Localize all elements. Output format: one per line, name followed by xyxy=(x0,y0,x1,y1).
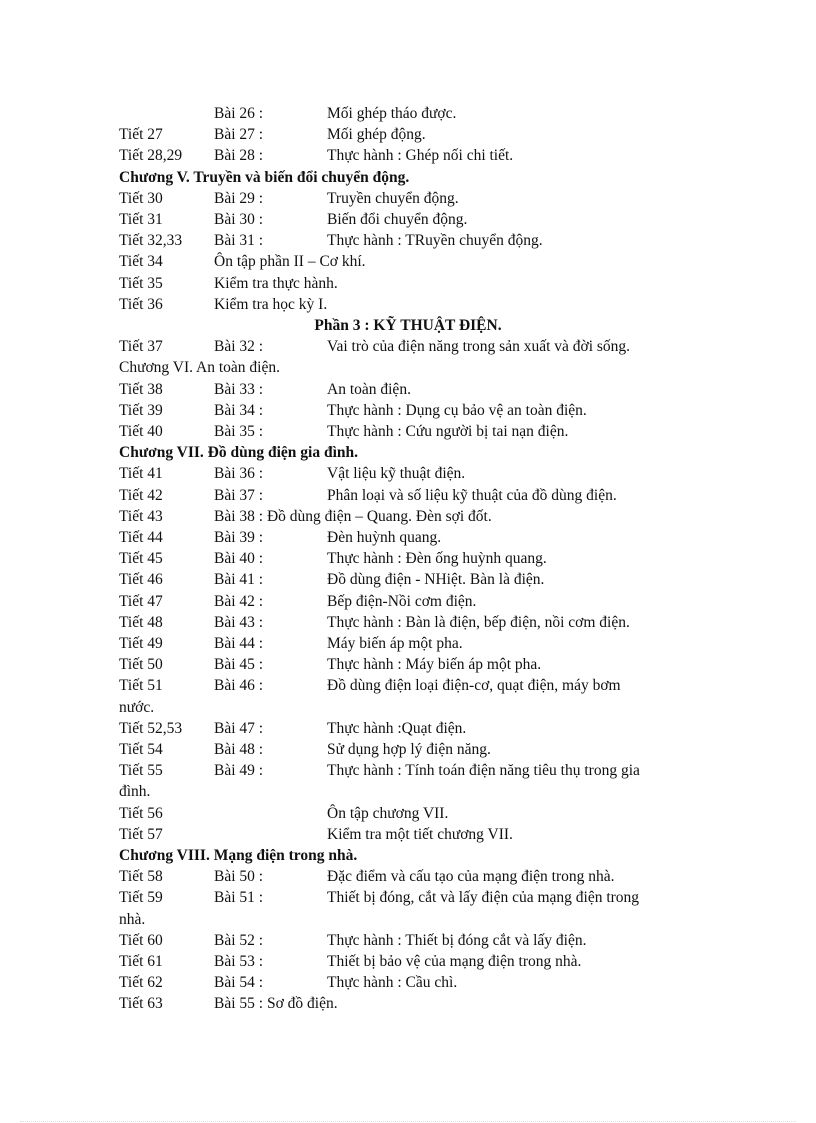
period-label: Tiết 42 xyxy=(119,487,163,504)
period-label: Tiết 34 xyxy=(119,253,163,270)
lesson-label: Bài 31 : xyxy=(214,232,264,249)
lesson-label: Bài 41 : xyxy=(214,571,264,588)
lesson-row xyxy=(119,209,699,230)
lesson-label: Kiểm tra học kỳ I. xyxy=(214,296,328,313)
lesson-title: Truyền chuyển động. xyxy=(327,190,459,207)
lesson-label: Bài 52 : xyxy=(214,932,264,949)
text-line: nhà. xyxy=(119,911,146,928)
period-label: Tiết 36 xyxy=(119,296,163,313)
period-label: Tiết 59 xyxy=(119,889,163,906)
lesson-label: Kiểm tra thực hành. xyxy=(214,275,338,292)
text-line: đình. xyxy=(119,783,151,800)
chapter-heading: Chương V. Truyền và biến đổi chuyển động. xyxy=(119,169,410,186)
lesson-label: Bài 28 : xyxy=(214,147,264,164)
lesson-label: Bài 42 : xyxy=(214,593,264,610)
lesson-label: Bài 51 : xyxy=(214,889,264,906)
period-label: Tiết 58 xyxy=(119,868,163,885)
period-label: Tiết 46 xyxy=(119,571,163,588)
lesson-row xyxy=(119,654,699,675)
lesson-label: Bài 45 : xyxy=(214,656,264,673)
chapter-heading: Chương VII. Đồ dùng điện gia đình. xyxy=(119,444,359,461)
lesson-row xyxy=(119,887,699,908)
period-label: Tiết 37 xyxy=(119,338,163,355)
lesson-title: Thực hành : Cầu chì. xyxy=(327,974,458,991)
lesson-row xyxy=(119,951,699,972)
lesson-row xyxy=(119,379,699,400)
lesson-label: Bài 26 : xyxy=(214,105,264,122)
lesson-row xyxy=(119,760,699,781)
lesson-row xyxy=(119,103,699,124)
lesson-label: Bài 53 : xyxy=(214,953,264,970)
lesson-title: Vật liệu kỹ thuật điện. xyxy=(327,465,466,482)
lesson-title: Máy biến áp một pha. xyxy=(327,635,463,652)
lesson-title: Mối ghép động. xyxy=(327,126,426,143)
lesson-title: Thực hành : Ghép nối chi tiết. xyxy=(327,147,514,164)
lesson-title: Ôn tập chương VII. xyxy=(327,805,449,822)
lesson-title: Phân loại và số liệu kỹ thuật của đồ dùng điện. xyxy=(327,487,617,504)
period-label: Tiết 62 xyxy=(119,974,163,991)
lesson-title: Kiểm tra một tiết chương VII. xyxy=(327,826,513,843)
period-label: Tiết 60 xyxy=(119,932,163,949)
period-label: Tiết 56 xyxy=(119,805,163,822)
lesson-label: Bài 32 : xyxy=(214,338,264,355)
lesson-row xyxy=(119,803,699,824)
lesson-label: Bài 48 : xyxy=(214,741,264,758)
lesson-row xyxy=(119,273,699,294)
lesson-row xyxy=(119,739,699,760)
lesson-label: Bài 39 : xyxy=(214,529,264,546)
lesson-row xyxy=(119,336,699,357)
lesson-row xyxy=(119,930,699,951)
period-label: Tiết 52,53 xyxy=(119,720,183,737)
chapter-heading: Chương VIII. Mạng điện trong nhà. xyxy=(119,847,358,864)
lesson-title: Thiết bị bảo vệ của mạng điện trong nhà. xyxy=(327,953,582,970)
lesson-row xyxy=(119,463,699,484)
lesson-label: Bài 29 : xyxy=(214,190,264,207)
period-label: Tiết 31 xyxy=(119,211,163,228)
lesson-title: Bếp điện-Nồi cơm điện. xyxy=(327,593,477,610)
lesson-row xyxy=(119,188,699,209)
lesson-row xyxy=(119,866,699,887)
lesson-label: Bài 34 : xyxy=(214,402,264,419)
lesson-title: Thực hành : Cứu người bị tai nạn điện. xyxy=(327,423,569,440)
lesson-row xyxy=(119,548,699,569)
lesson-title: An toàn điện. xyxy=(327,381,411,398)
lesson-row xyxy=(119,718,699,739)
lesson-row xyxy=(119,294,699,315)
period-label: Tiết 28,29 xyxy=(119,147,183,164)
lesson-title: Sử dụng hợp lý điện năng. xyxy=(327,741,491,758)
lesson-title: Thực hành : Máy biến áp một pha. xyxy=(327,656,542,673)
period-label: Tiết 38 xyxy=(119,381,163,398)
period-label: Tiết 50 xyxy=(119,656,163,673)
lesson-label: Bài 36 : xyxy=(214,465,264,482)
period-label: Tiết 47 xyxy=(119,593,163,610)
lesson-label: Bài 38 : Đồ dùng điện – Quang. Đèn sợi đốt. xyxy=(214,508,492,525)
lesson-label: Bài 49 : xyxy=(214,762,264,779)
lesson-row xyxy=(119,993,699,1014)
lesson-label: Bài 40 : xyxy=(214,550,264,567)
period-label: Tiết 55 xyxy=(119,762,163,779)
lesson-title: Mối ghép tháo được. xyxy=(327,105,457,122)
lesson-title: Đặc điểm và cấu tạo của mạng điện trong nhà. xyxy=(327,868,615,885)
period-label: Tiết 27 xyxy=(119,126,163,143)
lesson-title: Thực hành : Đèn ống huỳnh quang. xyxy=(327,550,547,567)
lesson-row xyxy=(119,527,699,548)
period-label: Tiết 54 xyxy=(119,741,163,758)
lesson-row xyxy=(119,145,699,166)
period-label: Tiết 51 xyxy=(119,677,163,694)
period-label: Tiết 35 xyxy=(119,275,163,292)
lesson-label: Bài 50 : xyxy=(214,868,264,885)
lesson-row xyxy=(119,972,699,993)
lesson-title: Thực hành : Thiết bị đóng cắt và lấy điện. xyxy=(327,932,587,949)
lesson-title: Thiết bị đóng, cắt và lấy điện của mạng điện trong xyxy=(327,889,640,906)
lesson-title: Thực hành : Bàn là điện, bếp điện, nồi cơm điện. xyxy=(327,614,630,631)
text-line: nước. xyxy=(119,699,155,716)
lesson-label: Bài 27 : xyxy=(214,126,264,143)
lesson-row xyxy=(119,569,699,590)
lesson-title: Thực hành : Dụng cụ bảo vệ an toàn điện. xyxy=(327,402,587,419)
lesson-label: Bài 46 : xyxy=(214,677,264,694)
lesson-label: Bài 30 : xyxy=(214,211,264,228)
lesson-label: Bài 54 : xyxy=(214,974,264,991)
lesson-label: Bài 55 : Sơ đồ điện. xyxy=(214,995,338,1012)
lesson-row xyxy=(119,506,699,527)
lesson-title: Thực hành : Tính toán điện năng tiêu thụ trong gia xyxy=(327,762,640,779)
lesson-label: Bài 37 : xyxy=(214,487,264,504)
lesson-title: Đồ dùng điện - NHiệt. Bàn là điện. xyxy=(327,571,545,588)
lesson-title: Đồ dùng điện loại điện-cơ, quạt điện, máy bơm xyxy=(327,677,621,694)
lesson-row xyxy=(119,124,699,145)
period-label: Tiết 40 xyxy=(119,423,163,440)
lesson-label: Bài 35 : xyxy=(214,423,264,440)
lesson-label: Bài 33 : xyxy=(214,381,264,398)
lesson-title: Đèn huỳnh quang. xyxy=(327,529,442,546)
lesson-row xyxy=(119,485,699,506)
lesson-row xyxy=(119,230,699,251)
lesson-label: Bài 43 : xyxy=(214,614,264,631)
lesson-row xyxy=(119,633,699,654)
text-line: Chương VI. An toàn điện. xyxy=(119,359,280,376)
period-label: Tiết 41 xyxy=(119,465,163,482)
lesson-row xyxy=(119,824,699,845)
lesson-label: Ôn tập phần II – Cơ khí. xyxy=(214,253,366,270)
period-label: Tiết 39 xyxy=(119,402,163,419)
part-heading: Phần 3 : KỸ THUẬT ĐIỆN. xyxy=(314,317,502,334)
period-label: Tiết 43 xyxy=(119,508,163,525)
period-label: Tiết 61 xyxy=(119,953,163,970)
period-label: Tiết 32,33 xyxy=(119,232,183,249)
period-label: Tiết 57 xyxy=(119,826,163,843)
period-label: Tiết 30 xyxy=(119,190,163,207)
lesson-row xyxy=(119,612,699,633)
lesson-row xyxy=(119,591,699,612)
period-label: Tiết 49 xyxy=(119,635,163,652)
period-label: Tiết 63 xyxy=(119,995,163,1012)
lesson-row xyxy=(119,421,699,442)
lesson-row xyxy=(119,251,699,272)
lesson-row xyxy=(119,400,699,421)
period-label: Tiết 44 xyxy=(119,529,163,546)
page-bottom-border xyxy=(20,1121,796,1122)
lesson-label: Bài 47 : xyxy=(214,720,264,737)
lesson-title: Thực hành : TRuyền chuyển động. xyxy=(327,232,543,249)
lesson-title: Vai trò của điện năng trong sản xuất và đời sống. xyxy=(327,338,631,355)
period-label: Tiết 48 xyxy=(119,614,163,631)
lesson-row xyxy=(119,675,699,696)
period-label: Tiết 45 xyxy=(119,550,163,567)
lesson-label: Bài 44 : xyxy=(214,635,264,652)
lesson-title: Thực hành :Quạt điện. xyxy=(327,720,467,737)
lesson-title: Biến đổi chuyển động. xyxy=(327,211,468,228)
